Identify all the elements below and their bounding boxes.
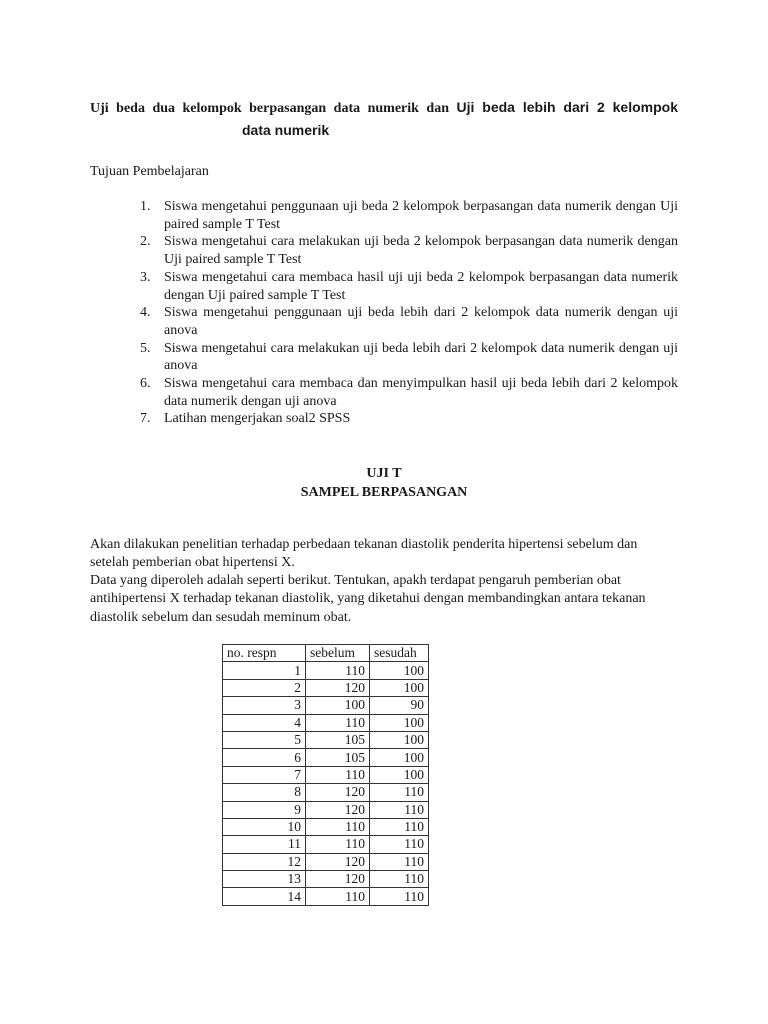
respondent-number-cell: 2 <box>223 679 306 696</box>
after-value-cell: 110 <box>370 836 429 853</box>
objective-item <box>132 410 678 428</box>
table-row <box>223 662 429 679</box>
respondent-number-cell: 5 <box>223 731 306 748</box>
after-value-cell: 100 <box>370 749 429 766</box>
intro-paragraph: Akan dilakukan penelitian terhadap perbedaan tekanan diastolik penderita hipertensi sebelum dan setelah pemberian obat hipertensi X. <box>90 537 638 571</box>
column-header-respondent: no. respn <box>223 645 306 662</box>
after-value-cell: 90 <box>370 697 429 714</box>
table-body <box>223 662 429 905</box>
table-row <box>223 784 429 801</box>
table-row <box>223 871 429 888</box>
before-value-cell: 110 <box>306 714 370 731</box>
respondent-number-cell: 6 <box>223 749 306 766</box>
after-value-cell: 100 <box>370 714 429 731</box>
table-row <box>223 853 429 870</box>
after-value-cell: 110 <box>370 801 429 818</box>
before-value-cell: 120 <box>306 853 370 870</box>
after-value-cell: 100 <box>370 679 429 696</box>
before-value-cell: 110 <box>306 888 370 905</box>
respondent-number-cell: 1 <box>223 662 306 679</box>
before-value-cell: 120 <box>306 801 370 818</box>
objective-number: 5. <box>140 340 151 356</box>
document-title-line-2: data numerik <box>242 122 330 138</box>
section-title-line-2: SAMPEL BERPASANGAN <box>300 485 468 500</box>
respondent-number-cell: 11 <box>223 836 306 853</box>
objective-number: 4. <box>140 305 151 321</box>
respondent-number-cell: 4 <box>223 714 306 731</box>
before-value-cell: 100 <box>306 697 370 714</box>
objectives-heading: Tujuan Pembelajaran <box>90 164 209 179</box>
objective-number: 7. <box>140 411 151 427</box>
objective-item <box>132 340 678 375</box>
objective-text: Siswa mengetahui cara melakukan uji beda 2 kelompok berpasangan data numerik dengan Uji paired sample T Test <box>164 234 678 268</box>
title-part-1: Uji beda dua kelompok berpasangan data numerik dan <box>90 101 457 116</box>
objective-text: Siswa mengetahui cara melakukan uji beda lebih dari 2 kelompok data numerik dengan uji anova <box>164 340 678 374</box>
table-row <box>223 679 429 696</box>
objective-number: 6. <box>140 376 151 392</box>
objective-item <box>132 375 678 410</box>
objectives-list <box>132 198 678 428</box>
objective-item <box>132 233 678 268</box>
before-value-cell: 110 <box>306 818 370 835</box>
section-title-line-1: UJI T <box>366 466 402 481</box>
blood-pressure-table <box>222 644 429 906</box>
respondent-number-cell: 12 <box>223 853 306 870</box>
objective-text: Siswa mengetahui penggunaan uji beda 2 kelompok berpasangan data numerik dengan Uji paired sample T Test <box>164 199 678 232</box>
respondent-number-cell: 13 <box>223 871 306 888</box>
before-value-cell: 105 <box>306 731 370 748</box>
column-header-before: sebelum <box>306 645 370 662</box>
objective-number: 1. <box>140 199 151 214</box>
respondent-number-cell: 3 <box>223 697 306 714</box>
before-value-cell: 105 <box>306 749 370 766</box>
objective-number: 3. <box>140 269 151 285</box>
objective-number: 2. <box>140 234 151 250</box>
before-value-cell: 120 <box>306 679 370 696</box>
table-header-row <box>223 645 429 662</box>
respondent-number-cell: 10 <box>223 818 306 835</box>
table-row <box>223 801 429 818</box>
after-value-cell: 110 <box>370 888 429 905</box>
table-row <box>223 731 429 748</box>
before-value-cell: 120 <box>306 871 370 888</box>
objective-item <box>132 198 678 233</box>
after-value-cell: 110 <box>370 871 429 888</box>
after-value-cell: 110 <box>370 818 429 835</box>
table-row <box>223 714 429 731</box>
objective-item <box>132 304 678 339</box>
objective-text: Latihan mengerjakan soal2 SPSS <box>164 411 351 427</box>
respondent-number-cell: 14 <box>223 888 306 905</box>
document-title <box>90 94 678 122</box>
after-value-cell: 110 <box>370 784 429 801</box>
table-row <box>223 749 429 766</box>
objective-item <box>132 269 678 304</box>
after-value-cell: 100 <box>370 731 429 748</box>
column-header-after: sesudah <box>370 645 429 662</box>
table-row <box>223 836 429 853</box>
table-row <box>223 888 429 905</box>
respondent-number-cell: 7 <box>223 766 306 783</box>
before-value-cell: 110 <box>306 662 370 679</box>
after-value-cell: 100 <box>370 766 429 783</box>
respondent-number-cell: 9 <box>223 801 306 818</box>
objective-text: Siswa mengetahui cara membaca hasil uji uji beda 2 kelompok berpasangan data numerik dengan Uji paired sample T Test <box>164 269 678 303</box>
objective-text: Siswa mengetahui cara membaca dan menyimpulkan hasil uji beda lebih dari 2 kelompok data numerik dengan uji anova <box>164 376 678 409</box>
respondent-number-cell: 8 <box>223 784 306 801</box>
table-row <box>223 766 429 783</box>
title-part-2: Uji beda lebih dari 2 kelompok <box>456 99 678 115</box>
data-description-paragraph: Data yang diperoleh adalah seperti berikut. Tentukan, apakh terdapat pengaruh pemberian obat antihipertensi X terhadap tekanan diastolik, yang diketahui dengan membandingkan antara tekanan diastolik sebelum dan sesudah meminum obat. <box>90 573 646 625</box>
after-value-cell: 110 <box>370 853 429 870</box>
before-value-cell: 120 <box>306 784 370 801</box>
before-value-cell: 110 <box>306 766 370 783</box>
objective-text: Siswa mengetahui penggunaan uji beda lebih dari 2 kelompok data numerik dengan uji anova <box>164 305 678 338</box>
table-row <box>223 697 429 714</box>
before-value-cell: 110 <box>306 836 370 853</box>
after-value-cell: 100 <box>370 662 429 679</box>
table-row <box>223 818 429 835</box>
